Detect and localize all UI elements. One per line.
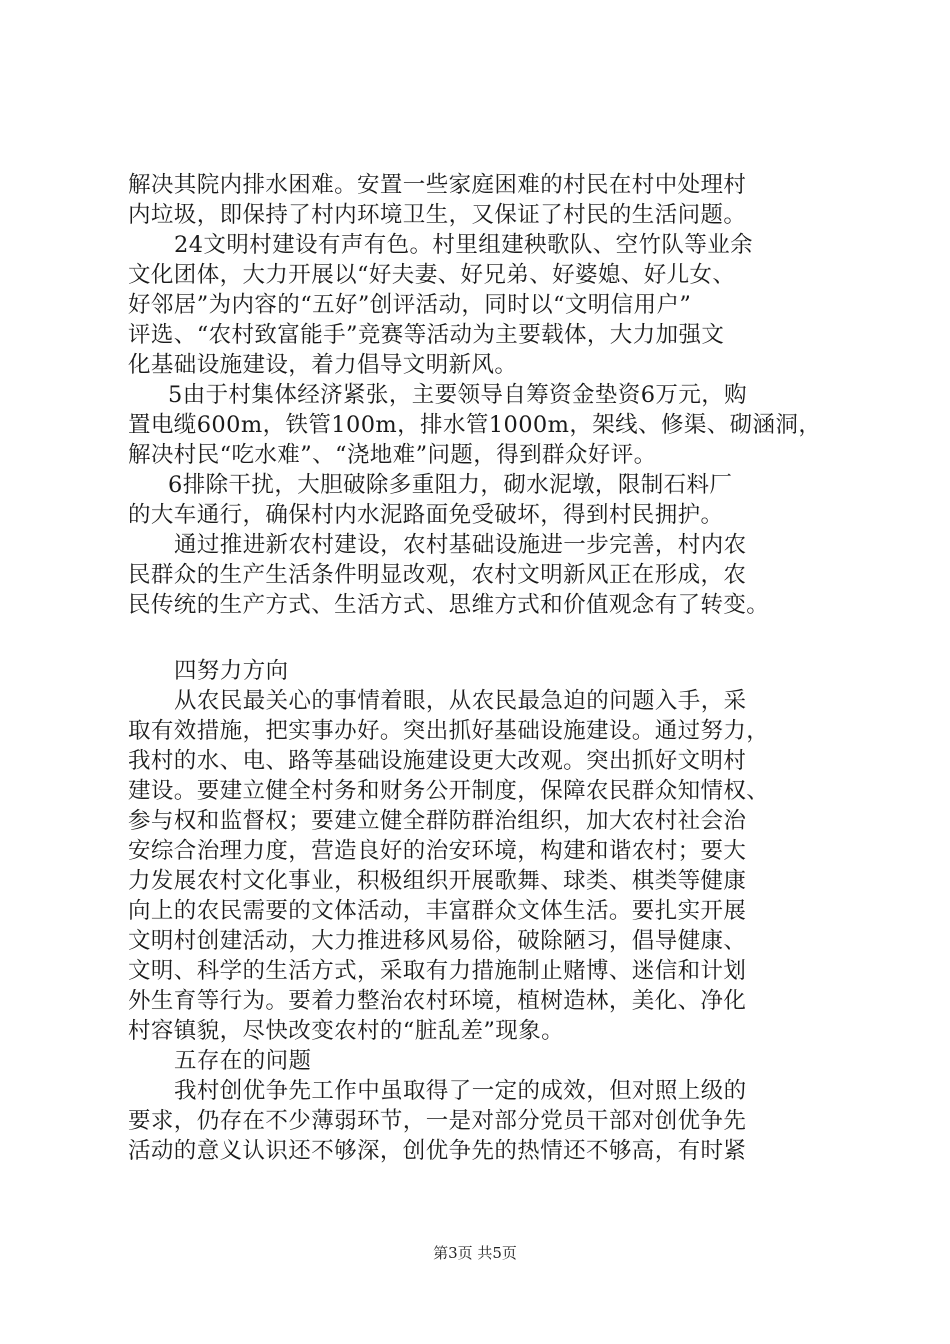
paragraph-drainage <box>128 170 848 230</box>
text-line: 外生育等行为。要着力整治农村环境，植树造林，美化、净化 <box>128 988 747 1014</box>
text-line: 我村的水、电、路等基础设施建设更大改观。突出抓好文明村 <box>128 748 747 774</box>
text-line: 文化团体，大力开展以“好夫妻、好兄弟、好婆媳、好儿女、 <box>128 262 736 288</box>
page-footer: 第3页 共5页 <box>433 1244 517 1262</box>
text-line: 内垃圾，即保持了村内环境卫生，又保证了村民的生活问题。 <box>128 202 747 228</box>
paragraph-summary <box>128 530 848 620</box>
text-line: 5由于村集体经济紧张，主要领导自筹资金垫资6万元，购 <box>168 382 748 408</box>
section-spacer <box>128 620 848 656</box>
text-line: 从农民最关心的事情着眼，从农民最急迫的问题入手，采 <box>174 688 747 714</box>
paragraph-self-funding <box>128 380 848 470</box>
text-line: 6排除干扰，大胆破除多重阻力，砌水泥墩，限制石料厂 <box>168 472 733 498</box>
text-line: 建设。要建立健全村务和财务公开制度，保障农民群众知情权、 <box>128 778 770 804</box>
text-line: 化基础设施建设，着力倡导文明新风。 <box>128 352 518 378</box>
text-line: 通过推进新农村建设，农村基础设施进一步完善，村内农 <box>174 532 747 558</box>
paragraph-direction <box>128 686 848 1046</box>
text-line: 参与权和监督权；要建立健全群防群治组织，加大农村社会治 <box>128 808 747 834</box>
text-line: 取有效措施，把实事办好。突出抓好基础设施建设。通过努力， <box>128 718 770 744</box>
text-line: 解决村民“吃水难”、“浇地难”问题，得到群众好评。 <box>128 442 657 468</box>
text-line: 解决其院内排水困难。安置一些家庭困难的村民在村中处理村 <box>128 172 747 198</box>
text-line: 民传统的生产方式、生活方式、思维方式和价值观念有了转变。 <box>128 592 770 618</box>
text-line: 评选、“农村致富能手”竞赛等活动为主要载体，大力加强文 <box>128 322 725 348</box>
text-line: 我村创优争先工作中虽取得了一定的成效，但对照上级的 <box>174 1078 747 1104</box>
section-heading-direction: 四努力方向 <box>174 658 289 684</box>
text-line: 文明村创建活动，大力推进移风易俗，破除陋习，倡导健康、 <box>128 928 747 954</box>
paragraph-civilized-village <box>128 230 848 380</box>
text-line: 的大车通行，确保村内水泥路面免受破坏，得到村民拥护。 <box>128 502 724 528</box>
text-line: 民群众的生产生活条件明显改观，农村文明新风正在形成，农 <box>128 562 747 588</box>
paragraph-remove-interference <box>128 470 848 530</box>
paragraph-problems <box>128 1076 848 1166</box>
text-line: 要求，仍存在不少薄弱环节，一是对部分党员干部对创优争先 <box>128 1108 747 1134</box>
text-line: 文明、科学的生活方式，采取有力措施制止赌博、迷信和计划 <box>128 958 747 984</box>
text-line: 活动的意义认识还不够深，创优争先的热情还不够高，有时紧 <box>128 1138 747 1164</box>
text-line: 村容镇貌，尽快改变农村的“脏乱差”现象。 <box>128 1018 565 1044</box>
document-body <box>128 170 848 1166</box>
section-heading-problems: 五存在的问题 <box>174 1048 312 1074</box>
text-line: 安综合治理力度，营造良好的治安环境，构建和谐农村；要大 <box>128 838 747 864</box>
text-line: 向上的农民需要的文体活动，丰富群众文体生活。要扎实开展 <box>128 898 747 924</box>
text-line: 24文明村建设有声有色。村里组建秧歌队、空竹队等业余 <box>174 232 754 258</box>
text-line: 力发展农村文化事业，积极组织开展歌舞、球类、棋类等健康 <box>128 868 747 894</box>
text-line: 好邻居”为内容的“五好”创评活动，同时以“文明信用户” <box>128 292 692 318</box>
text-line: 置电缆600m，铁管100m，排水管1000m，架线、修渠、砌涵洞， <box>128 412 822 438</box>
